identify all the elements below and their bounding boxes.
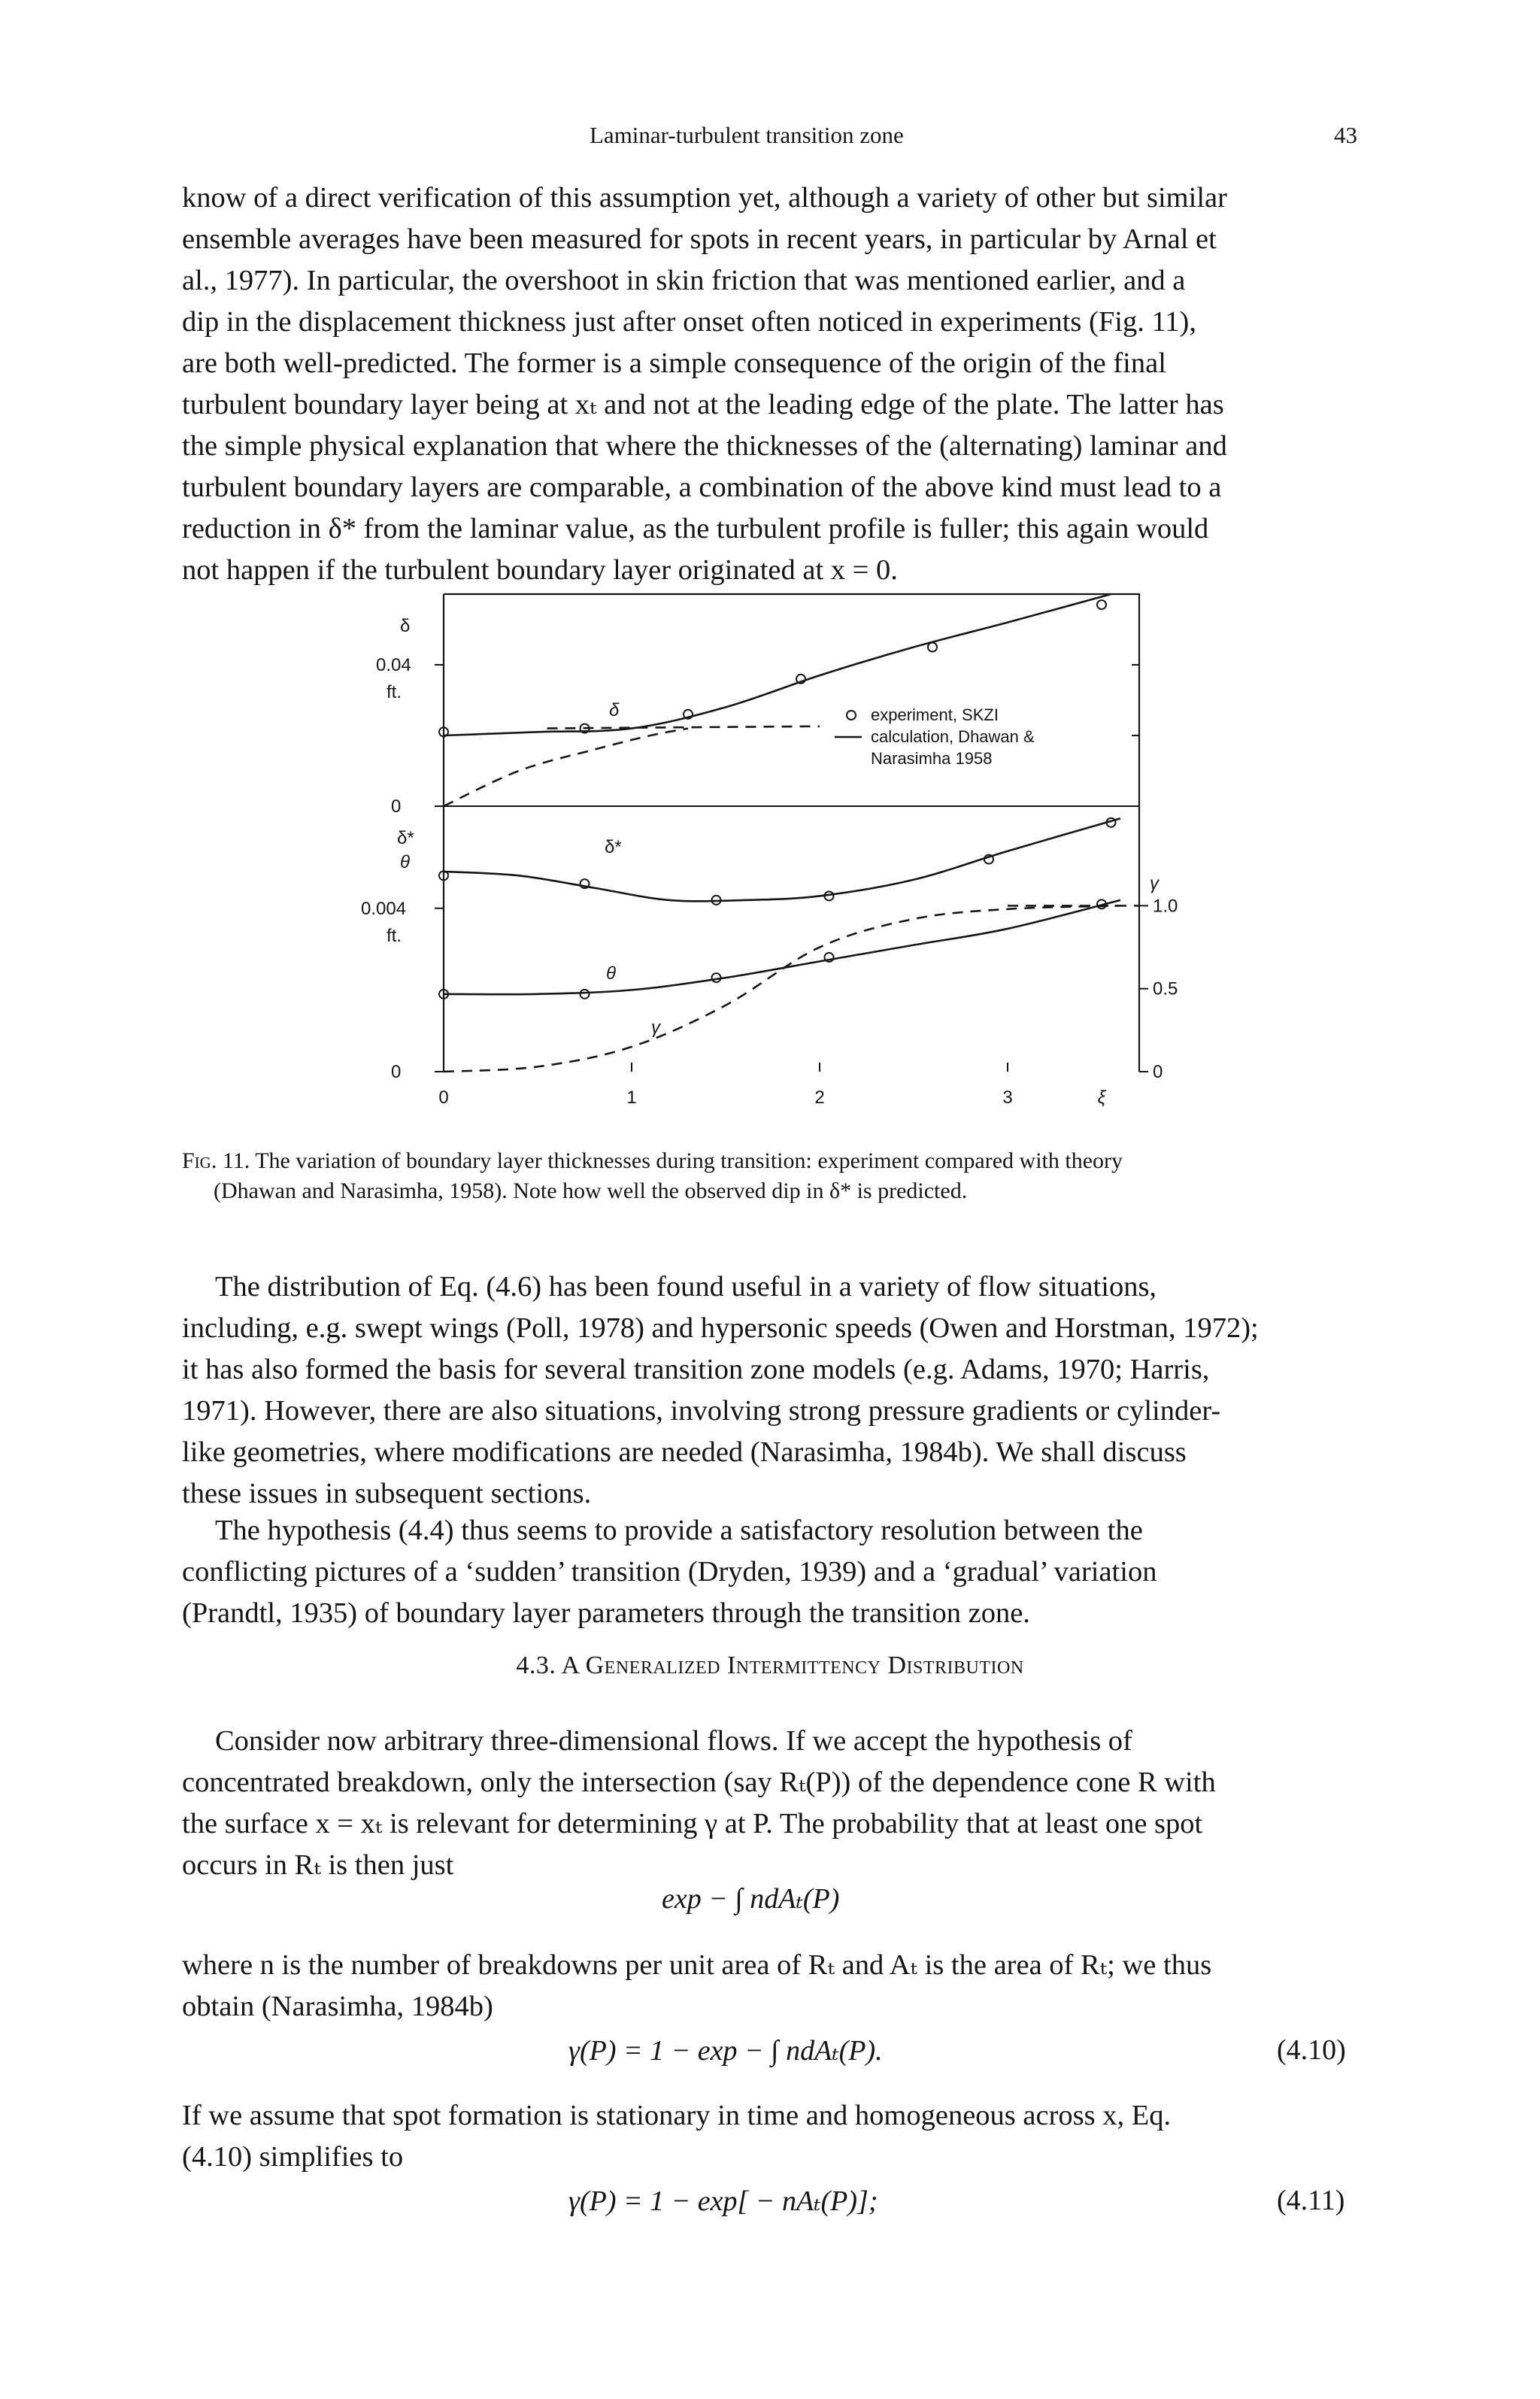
right-y-tick-label: 0.5 (1153, 978, 1178, 999)
delta-star-curve-label: δ* (605, 837, 622, 857)
text-line: 1971). However, there are also situations, involving strong pressure gradients or cylinder- (182, 1395, 1221, 1427)
text-line: are both well-predicted. The former is a simple consequence of the origin of the final (182, 347, 1166, 379)
text-line: reduction in δ* from the laminar value, as the turbulent profile is fuller; this again would (182, 513, 1209, 544)
upper-y-tick-label: 0.04 (376, 655, 411, 675)
paragraph-5 (182, 1945, 1361, 2027)
text-line: concentrated breakdown, only the intersection (say Rₜ(P)) of the dependence cone R with (182, 1767, 1216, 1798)
x-tick-label: 1 (626, 1087, 637, 1108)
paragraph-1 (182, 177, 1361, 591)
chart-frame (444, 594, 1139, 1072)
text-line: the simple physical explanation that where the thicknesses of the (alternating) laminar and (182, 430, 1227, 462)
lower-y-tick-label: 0.004 (361, 898, 407, 919)
running-title: Laminar-turbulent transition zone (590, 122, 904, 148)
lower-panel (361, 818, 1178, 1108)
text-line: Consider now arbitrary three-dimensional flows. If we accept the hypothesis of (215, 1725, 1132, 1757)
right-axis-label-gamma: γ (1150, 873, 1159, 894)
caption-line-1 (182, 1146, 1361, 1176)
text-line: it has also formed the basis for several transition zone models (e.g. Adams, 1970; Harris, (182, 1354, 1210, 1385)
text-line: these issues in subsequent sections. (182, 1478, 592, 1509)
legend-marker-label: experiment, SKZI (871, 705, 999, 724)
text-line: where n is the number of breakdowns per unit area of Rₜ and Aₜ is the area of Rₜ; we thus (182, 1949, 1212, 1981)
text-line: occurs in Rₜ is then just (182, 1849, 454, 1881)
upper-panel (376, 594, 1139, 817)
text-line: turbulent boundary layers are comparable, a combination of the above kind must lead to a (182, 472, 1222, 503)
gamma-curve-label: γ (651, 1018, 660, 1038)
lower-y-tick-label-zero: 0 (391, 1062, 402, 1082)
lower-axis-symbol-theta: θ (400, 852, 411, 872)
paragraph-2 (182, 1266, 1361, 1515)
lower-solid-curve (444, 900, 1120, 994)
figure-caption (182, 1146, 1361, 1206)
gamma-dashed-curve (444, 905, 1120, 1072)
running-header (0, 120, 1540, 158)
caption-text-2: (Dhawan and Narasimha, 1958). Note how well the observed dip in δ* is predicted. (214, 1178, 968, 1203)
x-tick-label: 2 (814, 1087, 825, 1108)
theta-curve-label: θ (606, 963, 617, 984)
section-heading: 4.3. A Generalized Intermittency Distribution (516, 1651, 1024, 1679)
upper-axis-symbol: δ (400, 616, 411, 636)
upper-y-unit-label: ft. (387, 682, 402, 702)
exp-expression: exp − ∫ ndAₜ(P) (662, 1883, 840, 1915)
page-number: 43 (1334, 122, 1357, 148)
right-y-tick-label: 1.0 (1153, 896, 1178, 917)
lower-axis-symbol-delta-star: δ* (397, 828, 414, 848)
text-line: The distribution of Eq. (4.6) has been found useful in a variety of flow situations, (215, 1271, 1157, 1303)
text-line: turbulent boundary layer being at xₜ and not at the leading edge of the plate. The latter has (182, 389, 1224, 420)
caption-label: Fig. 11. (182, 1148, 250, 1173)
text-line: including, e.g. swept wings (Poll, 1978) and hypersonic speeds (Owen and Horstman, 1972); (182, 1312, 1259, 1344)
lower-solid-curve (444, 818, 1120, 901)
paragraph-3 (182, 1510, 1361, 1634)
text-line: not happen if the turbulent boundary layer originated at x = 0. (182, 554, 898, 586)
lower-y-unit-label: ft. (387, 925, 402, 946)
upper-solid-curve (444, 594, 1111, 735)
upper-data-point (928, 643, 937, 652)
right-y-tick-label: 0 (1153, 1062, 1163, 1082)
equation-4-11-number: (4.11) (1277, 2185, 1345, 2216)
text-line: obtain (Narasimha, 1984b) (182, 1991, 493, 2022)
x-tick-label: 0 (438, 1087, 449, 1108)
text-line: like geometries, where modifications are needed (Narasimha, 1984b). We shall discuss (182, 1436, 1187, 1468)
paragraph-6 (182, 2095, 1361, 2178)
text-line: (Prandtl, 1935) of boundary layer parameters through the transition zone. (182, 1597, 1030, 1629)
text-line: conflicting pictures of a ‘sudden’ transition (Dryden, 1939) and a ‘gradual’ variation (182, 1556, 1157, 1588)
legend-marker (847, 711, 856, 720)
x-tick-label: 3 (1002, 1087, 1013, 1108)
legend-line-label-1: calculation, Dhawan & (871, 727, 1035, 746)
upper-curve-label: δ (609, 700, 620, 720)
paragraph-4 (182, 1721, 1361, 1886)
text-line: (4.10) simplifies to (182, 2141, 404, 2173)
legend-line-label-2: Narasimha 1958 (871, 749, 993, 768)
text-line: If we assume that spot formation is stationary in time and homogeneous across x, Eq. (182, 2100, 1172, 2131)
text-line: The hypothesis (4.4) thus seems to provide a satisfactory resolution between the (215, 1515, 1143, 1546)
equation-4-10-number: (4.10) (1277, 2034, 1346, 2066)
text-line: ensemble averages have been measured for spots in recent years, in particular by Arnal et (182, 223, 1217, 255)
x-axis-label: ξ (1097, 1087, 1106, 1108)
text-line: know of a direct verification of this assumption yet, although a variety of other but similar (182, 182, 1227, 214)
upper-data-point (1097, 600, 1106, 609)
text-line: dip in the displacement thickness just after onset often noticed in experiments (Fig. 11), (182, 306, 1196, 338)
upper-y-tick-label-zero: 0 (391, 796, 402, 817)
upper-dashed-curve (444, 729, 688, 806)
text-line: the surface x = xₜ is relevant for determining γ at P. The probability that at least one spot (182, 1808, 1203, 1839)
caption-text-1: The variation of boundary layer thicknesses during transition: experiment compared with theory (255, 1148, 1123, 1173)
equation-4-11: γ(P) = 1 − exp[ − nAₜ(P)]; (568, 2185, 878, 2217)
figure-11-chart (361, 587, 1188, 1128)
text-line: al., 1977). In particular, the overshoot in skin friction that was mentioned earlier, and a (182, 265, 1186, 296)
equation-4-10: γ(P) = 1 − exp − ∫ ndAₜ(P). (568, 2035, 883, 2067)
lower-data-point (581, 990, 590, 999)
